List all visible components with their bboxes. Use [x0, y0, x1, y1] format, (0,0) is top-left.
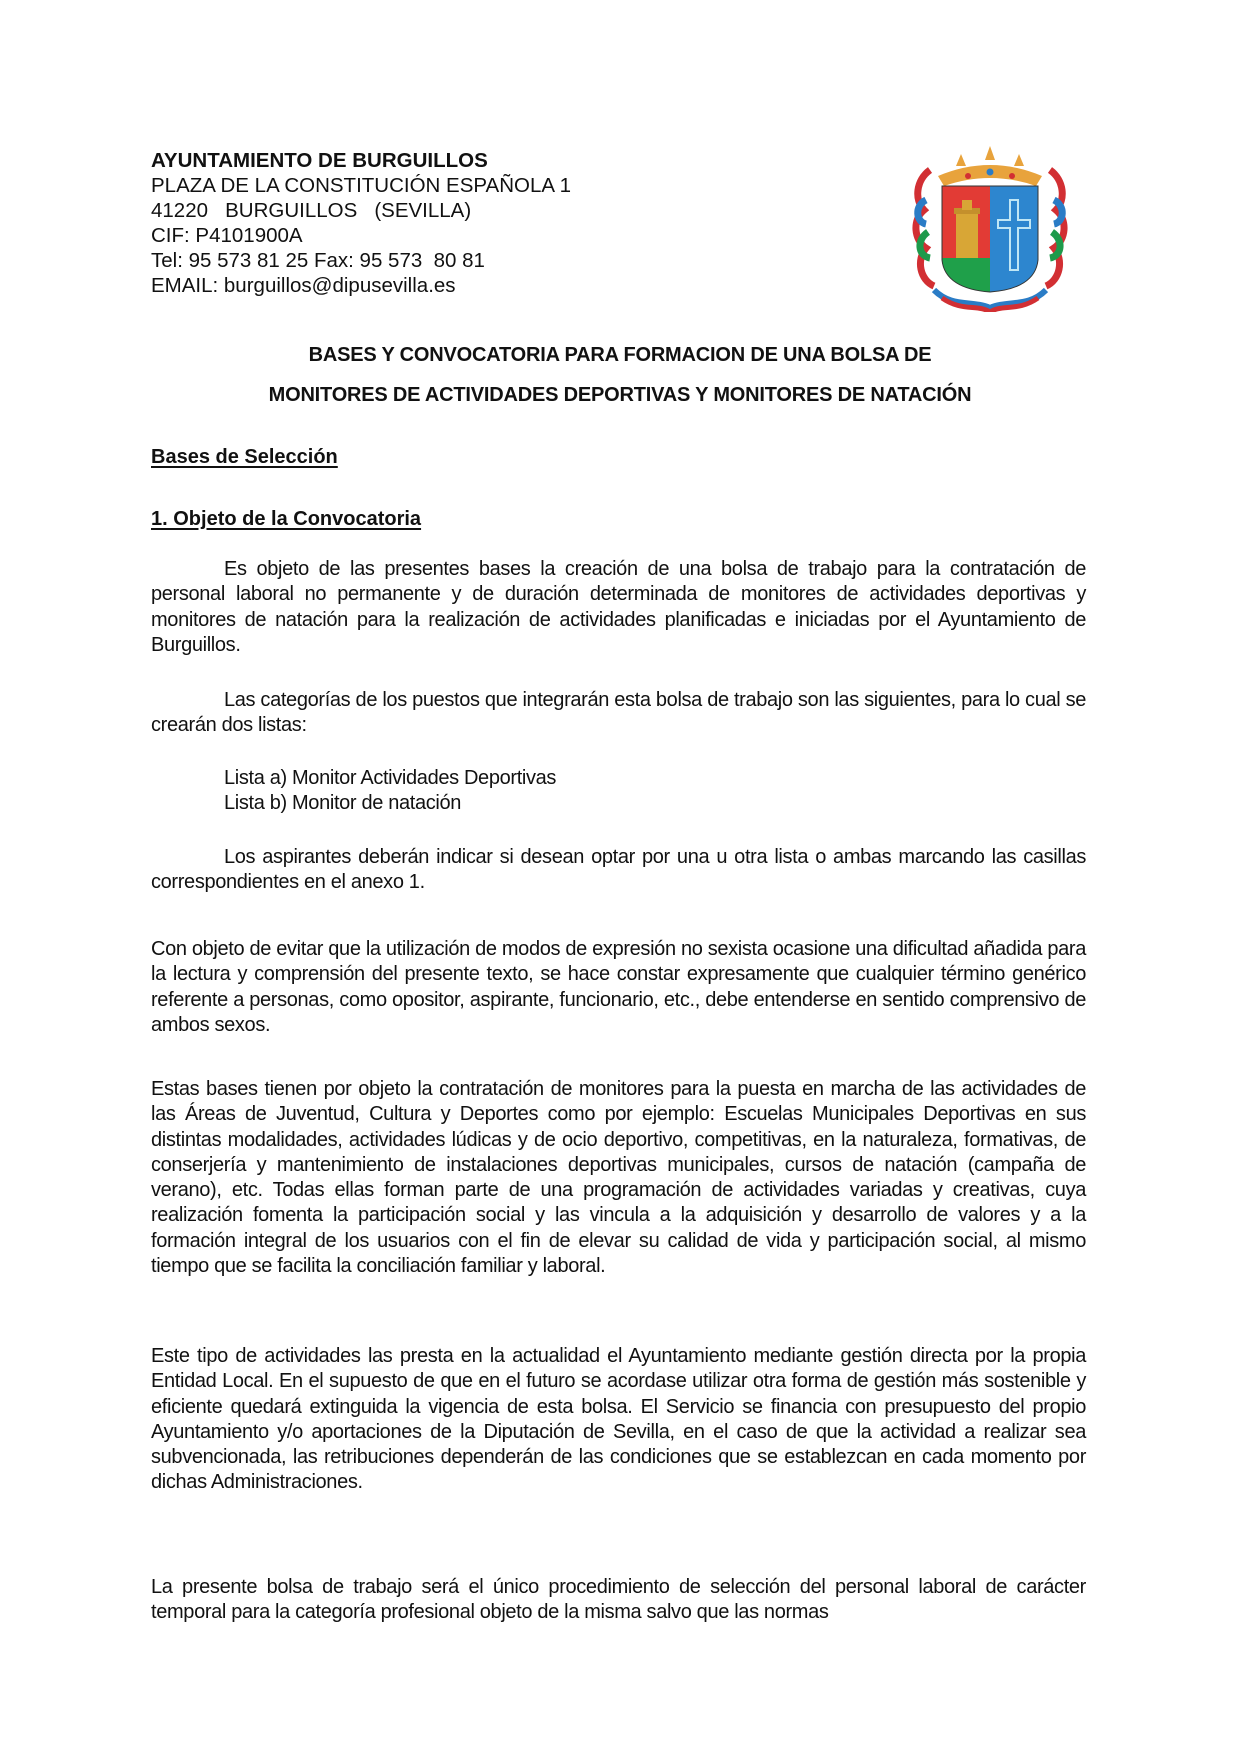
- paragraph-lenguaje-no-sexista: Con objeto de evitar que la utilización de modos de expresión no sexista ocasione una dificultad añadida para la lectura y comprensión del presente texto, se hace constar expresamente que cualquier término genérico referente a personas, como opositor, aspirante, funcionario, etc., debe entenderse en sentido comprensivo de ambos sexos.: [151, 938, 1086, 1036]
- org-cif: CIF: P4101900A: [151, 224, 303, 247]
- paragraph-categorias: Las categorías de los puestos que integrarán esta bolsa de trabajo son las siguientes, para lo cual se crearán dos listas:: [151, 689, 1086, 737]
- paragraph-gestion: Este tipo de actividades las presta en la actualidad el Ayuntamiento mediante gestión directa por la propia Entidad Local. En el supuesto de que en el futuro se acordase utilizar otra forma de gestión más sostenible y eficiente quedará extinguida la vigencia de esta bolsa. El Servicio se financia con presupuesto del propio Ayuntamiento y/o aportaciones de la Diputación de Sevilla, en el caso de que la actividad a realizar sea subvencionada, las retribuciones dependerán de las condiciones que se establezcan en cada momento por dichas Administraciones.: [151, 1345, 1086, 1494]
- list-categories: [224, 766, 556, 816]
- list-item: Lista a) Monitor Actividades Deportivas: [224, 767, 557, 789]
- paragraph-objeto-contratacion: Estas bases tienen por objeto la contratación de monitores para la puesta en marcha de las actividades de las Áreas de Juventud, Cultura y Deportes como por ejemplo: Escuelas Municipales Deportivas en sus distintas modalidades, actividades lúdicas y de ocio deportivo, competitivas, en la naturaleza, formativas, de conserjería y mantenimiento de instalaciones deportivas municipales, cursos de natación (campaña de verano), etc. Todas ellas forman parte de una programación de actividades variadas y creativas, cuya realización fomenta la participación social y las vincula a la adquisición y desarrollo de valores y a la formación integral de los usuarios con el fin de elevar su calidad de vida y participación social, al mismo tiempo que se facilita la conciliación familiar y laboral.: [151, 1078, 1086, 1278]
- letterhead: [151, 148, 851, 298]
- paragraph-procedimiento: La presente bolsa de trabajo será el único procedimiento de selección del personal laboral de carácter temporal para la categoría profesional objeto de la misma salvo que las normas: [151, 1576, 1086, 1624]
- document-title-line-1: BASES Y CONVOCATORIA PARA FORMACION DE UNA BOLSA DE: [308, 344, 932, 366]
- org-city: 41220 BURGUILLOS (SEVILLA): [151, 199, 472, 222]
- org-name: AYUNTAMIENTO DE BURGUILLOS: [151, 149, 488, 172]
- org-email: EMAIL: burguillos@dipusevilla.es: [151, 274, 456, 297]
- section-heading-bases: Bases de Selección: [151, 446, 338, 468]
- list-item: Lista b) Monitor de natación: [224, 792, 462, 814]
- section-heading-objeto: 1. Objeto de la Convocatoria: [151, 508, 422, 530]
- org-address: PLAZA DE LA CONSTITUCIÓN ESPAÑOLA 1: [151, 174, 571, 197]
- org-phone-fax: Tel: 95 573 81 25 Fax: 95 573 80 81: [151, 249, 485, 272]
- paragraph-objeto: Es objeto de las presentes bases la creación de una bolsa de trabajo para la contratación de personal laboral no permanente y de duración determinada de monitores de actividades deportivas y monitores de natación para la realización de actividades planificadas e iniciadas por el Ayuntamiento de Burguillos.: [151, 558, 1086, 656]
- document-title-line-2: MONITORES DE ACTIVIDADES DEPORTIVAS Y MONITORES DE NATACIÓN: [268, 384, 972, 406]
- coat-of-arms-icon: [912, 140, 1068, 312]
- paragraph-aspirantes: Los aspirantes deberán indicar si desean optar por una u otra lista o ambas marcando las casillas correspondientes en el anexo 1.: [151, 846, 1086, 894]
